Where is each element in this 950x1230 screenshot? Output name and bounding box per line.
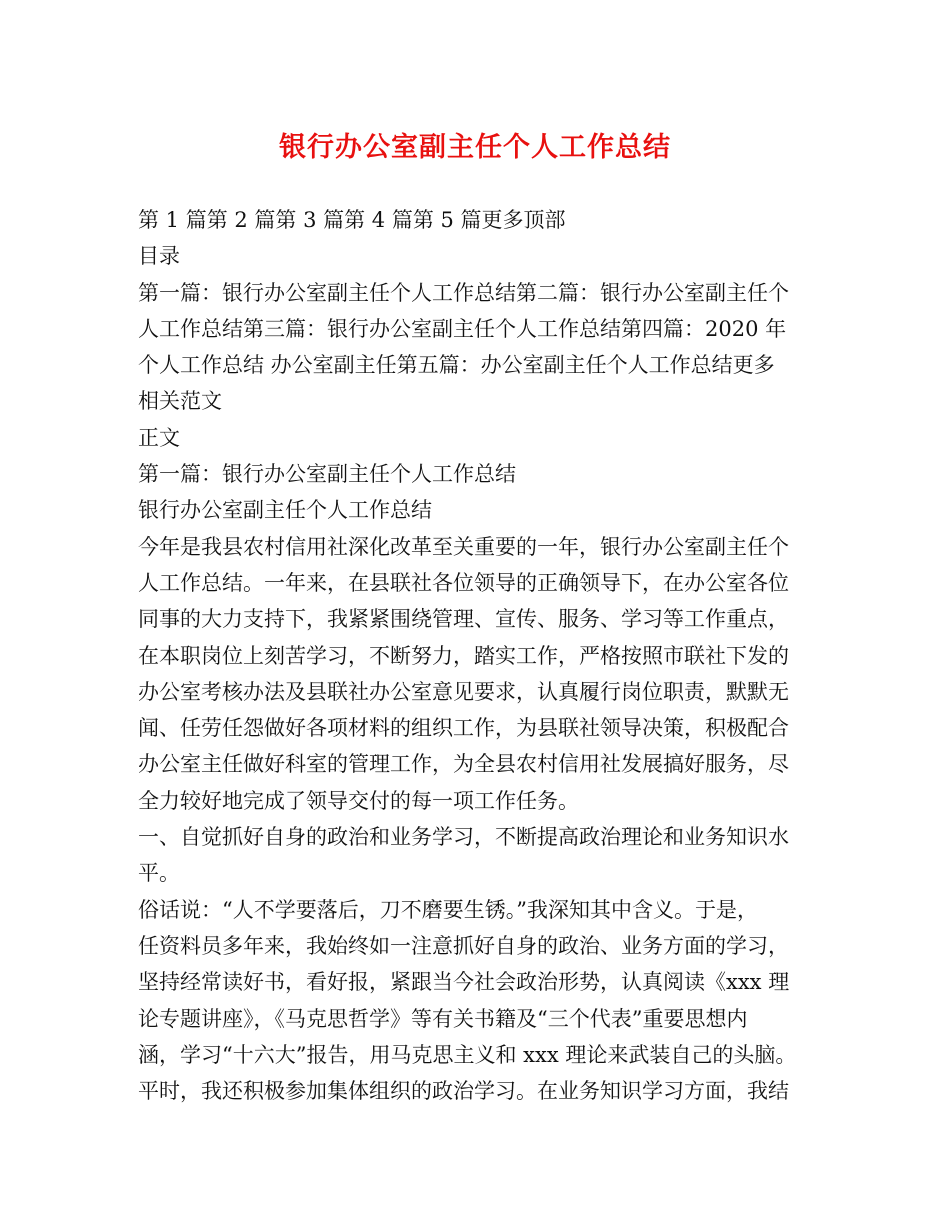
body-line: 涵，学习“十六大”报告，用马克思主义和 xxx 理论来武装自己的头脑。 — [138, 1042, 797, 1067]
body-line: 个人工作总结 办公室副主任第五篇：办公室副主任个人工作总结更多 — [138, 353, 775, 378]
body-line: 闻、任劳任怨做好各项材料的组织工作，为县联社领导决策，积极配合 — [138, 716, 789, 741]
body-line: 第一篇：银行办公室副主任个人工作总结第二篇：银行办公室副主任个 — [138, 280, 789, 305]
body-line: 人工作总结第三篇：银行办公室副主任个人工作总结第四篇：2020 年 — [138, 316, 787, 341]
body-line: 俗话说：“人不学要落后，刀不磨要生锈。”我深知其中含义。于是， — [138, 897, 758, 922]
body-line: 办公室主任做好科室的管理工作，为全县农村信用社发展搞好服务，尽 — [138, 752, 789, 777]
body-line: 相关范文 — [138, 389, 222, 414]
body-line: 今年是我县农村信用社深化改革至关重要的一年，银行办公室副主任个 — [138, 534, 789, 559]
body-line: 银行办公室副主任个人工作总结 — [138, 498, 432, 523]
body-line: 坚持经常读好书，看好报，紧跟当今社会政治形势，认真阅读《xxx 理 — [138, 970, 790, 995]
body-line: 人工作总结。一年来，在县联社各位领导的正确领导下，在办公室各位 — [138, 570, 789, 595]
body-line: 第 1 篇第 2 篇第 3 篇第 4 篇第 5 篇更多顶部 — [138, 208, 566, 232]
body-line: 正文 — [138, 425, 180, 450]
body-line: 同事的大力支持下，我紧紧围绕管理、宣传、服务、学习等工作重点， — [138, 607, 789, 632]
body-line: 平时，我还积极参加集体组织的政治学习。在业务知识学习方面，我结 — [138, 1079, 789, 1104]
body-line: 平。 — [138, 861, 180, 886]
body-line: 第一篇：银行办公室副主任个人工作总结 — [138, 462, 516, 487]
document-title: 银行办公室副主任个人工作总结 — [279, 132, 671, 163]
body-line: 目录 — [138, 244, 180, 269]
document-body — [138, 202, 818, 1109]
body-line: 全力较好地完成了领导交付的每一项工作任务。 — [138, 788, 579, 813]
body-line: 在本职岗位上刻苦学习，不断努力，踏实工作，严格按照市联社下发的 — [138, 643, 789, 668]
body-line: 论专题讲座》，《马克思哲学》等有关书籍及“三个代表”重要思想内 — [138, 1006, 748, 1031]
body-line: 一、自觉抓好自身的政治和业务学习，不断提高政治理论和业务知识水 — [138, 825, 789, 850]
body-line: 办公室考核办法及县联社办公室意见要求，认真履行岗位职责，默默无 — [138, 679, 789, 704]
body-line: 任资料员多年来，我始终如一注意抓好自身的政治、业务方面的学习， — [138, 933, 789, 958]
